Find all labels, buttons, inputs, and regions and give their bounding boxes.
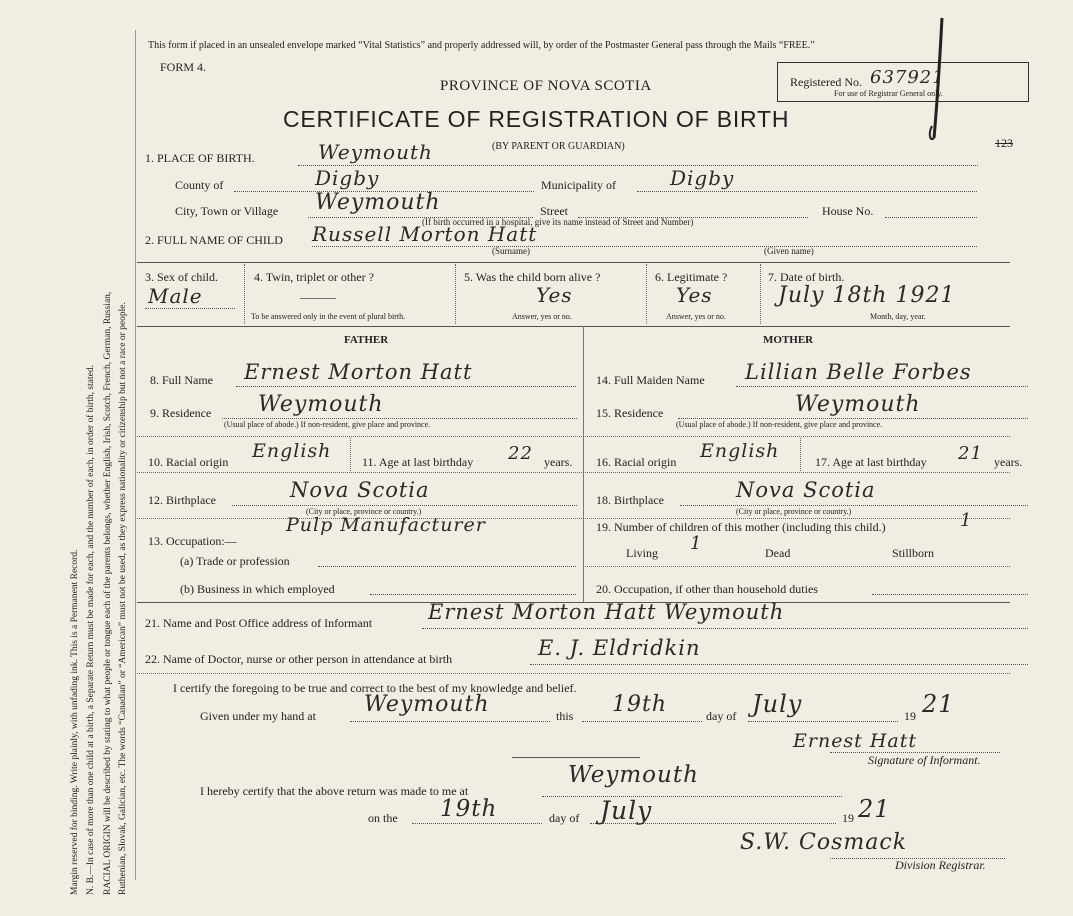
father-age: 22 bbox=[508, 443, 533, 464]
father-res-note: (Usual place of abode.) If non-resident, give place and province. bbox=[224, 420, 431, 429]
twin-value: ——— bbox=[300, 290, 336, 304]
legit-note: Answer, yes or no. bbox=[666, 312, 726, 321]
father-occupation: Pulp Manufacturer bbox=[286, 514, 486, 536]
mother-years: years. bbox=[994, 455, 1023, 469]
county-label: County of bbox=[175, 178, 224, 192]
county-value: Digby bbox=[315, 166, 380, 190]
father-trade-label: (a) Trade or profession bbox=[180, 554, 290, 568]
father-occ-label: 13. Occupation:— bbox=[148, 534, 237, 548]
registrar-day: 19th bbox=[440, 796, 498, 822]
father-birth-note: (City or place, province or country.) bbox=[306, 507, 422, 516]
separator bbox=[512, 757, 640, 758]
mother-name: Lillian Belle Forbes bbox=[745, 360, 972, 384]
certify-dayof: day of bbox=[706, 709, 737, 723]
certify-text: I certify the foregoing to be true and correct to the best of my knowledge and belief. bbox=[173, 681, 577, 695]
margin-note-3: RACIAL ORIGIN will be described by stating to what people or tongue each of the parents belongs, whether English, Irish, Scotch, French, German, Russian, bbox=[103, 291, 113, 895]
parents-divider bbox=[583, 326, 584, 602]
registrar-year: 21 bbox=[858, 795, 891, 823]
mother-race-label: 16. Racial origin bbox=[596, 455, 677, 469]
corner-mark: 123 bbox=[995, 136, 1013, 150]
registrar-label: Division Registrar. bbox=[895, 858, 986, 872]
sex-value: Male bbox=[148, 284, 203, 308]
legit-value: Yes bbox=[676, 283, 713, 307]
province: PROVINCE OF NOVA SCOTIA bbox=[440, 78, 652, 94]
father-birthplace: Nova Scotia bbox=[290, 478, 430, 502]
father-heading: FATHER bbox=[344, 334, 389, 346]
father-res: Weymouth bbox=[258, 392, 384, 417]
mother-children: 1 bbox=[960, 510, 973, 531]
mother-age: 21 bbox=[958, 443, 983, 464]
certify-year-prefix: 19 bbox=[904, 709, 916, 723]
stillborn-label: Stillborn bbox=[892, 546, 935, 560]
informant-label: 21. Name and Post Office address of Informant bbox=[145, 616, 373, 630]
mother-name-label: 14. Full Maiden Name bbox=[596, 373, 705, 387]
this-label: this bbox=[556, 709, 574, 723]
father-birth-label: 12. Birthplace bbox=[148, 493, 216, 507]
page-title: CERTIFICATE OF REGISTRATION OF BIRTH bbox=[283, 106, 790, 132]
certify-month: July bbox=[752, 690, 803, 718]
twin-label: 4. Twin, triplet or other ? bbox=[254, 270, 374, 284]
dead-label: Dead bbox=[765, 546, 791, 560]
mother-race: English bbox=[700, 440, 780, 462]
registrar-dayof: day of bbox=[549, 811, 580, 825]
father-res-label: 9. Residence bbox=[150, 406, 212, 420]
father-age-label: 11. Age at last birthday bbox=[362, 455, 474, 469]
municipality-value: Digby bbox=[670, 166, 735, 190]
margin-note-4: Ruthenian, Slovak, Galician, etc. The words “Canadian” or “American” must not be used, as they express nationality or citizenship but not a race or people. bbox=[118, 302, 128, 895]
given-note: (Given name) bbox=[764, 246, 814, 256]
margin-note-2: N. B.—In case of more than one child at a birth, a Separate Return must be made for each, and the number of each, in order of birth, stated. bbox=[86, 365, 96, 895]
house-label: House No. bbox=[822, 204, 874, 218]
registrar-signature: S.W. Cosmack bbox=[740, 830, 908, 855]
registered-label: Registered No. bbox=[790, 75, 862, 89]
mother-birthplace: Nova Scotia bbox=[736, 478, 876, 502]
sex-label: 3. Sex of child. bbox=[145, 270, 218, 284]
alive-note: Answer, yes or no. bbox=[512, 312, 572, 321]
hospital-note: (If birth occurred in a hospital, give its name instead of Street and Number) bbox=[422, 217, 694, 227]
date-note: Month, day, year. bbox=[870, 312, 926, 321]
mother-heading: MOTHER bbox=[763, 334, 814, 346]
mother-birth-label: 18. Birthplace bbox=[596, 493, 664, 507]
subtitle: (BY PARENT OR GUARDIAN) bbox=[492, 141, 625, 152]
father-business-label: (b) Business in which employed bbox=[180, 582, 335, 596]
certify-year: 21 bbox=[922, 690, 955, 718]
registrar-text: I hereby certify that the above return was made to me at bbox=[200, 784, 469, 798]
registrar-place: Weymouth bbox=[568, 762, 699, 788]
mother-children-label: 19. Number of children of this mother (including this child.) bbox=[596, 520, 886, 534]
place-value: Weymouth bbox=[318, 140, 433, 164]
alive-label: 5. Was the child born alive ? bbox=[464, 270, 601, 284]
registrar-year-prefix: 19 bbox=[842, 811, 854, 825]
informant-value: Ernest Morton Hatt Weymouth bbox=[428, 600, 785, 624]
informant-signature: Ernest Hatt bbox=[793, 730, 918, 752]
father-years: years. bbox=[544, 455, 573, 469]
registered-number: 637921 bbox=[870, 67, 945, 88]
signature-label: Signature of Informant. bbox=[868, 753, 981, 767]
father-race: English bbox=[252, 440, 332, 462]
certify-day: 19th bbox=[612, 692, 668, 717]
date-value: July 18th 1921 bbox=[778, 283, 956, 308]
pen-stroke bbox=[920, 14, 960, 144]
mother-occ-label: 20. Occupation, if other than household duties bbox=[596, 582, 818, 596]
legit-label: 6. Legitimate ? bbox=[655, 270, 728, 284]
margin-rule bbox=[135, 30, 136, 880]
municipality-label: Municipality of bbox=[541, 178, 616, 192]
form-number: FORM 4. bbox=[160, 60, 207, 74]
father-name-label: 8. Full Name bbox=[150, 373, 213, 387]
child-name: Russell Morton Hatt bbox=[312, 222, 538, 246]
doctor-value: E. J. Eldridkin bbox=[538, 636, 701, 660]
father-race-label: 10. Racial origin bbox=[148, 455, 229, 469]
father-name: Ernest Morton Hatt bbox=[244, 360, 473, 384]
mother-res-label: 15. Residence bbox=[596, 406, 664, 420]
registered-box bbox=[777, 62, 1029, 102]
top-notice: This form if placed in an unsealed envelope marked “Vital Statistics” and properly addressed will, by order of the Postmaster General pass through the Mails “FREE.” bbox=[148, 40, 815, 51]
given-label: Given under my hand at bbox=[200, 709, 316, 723]
city-value: Weymouth bbox=[315, 190, 441, 215]
mother-birth-note: (City or place, province or country.) bbox=[736, 507, 852, 516]
place-label: 1. PLACE OF BIRTH. bbox=[145, 151, 255, 165]
mother-age-label: 17. Age at last birthday bbox=[815, 455, 927, 469]
registered-note: For use of Registrar General only. bbox=[834, 89, 943, 98]
living-label: Living bbox=[626, 546, 658, 560]
given-place: Weymouth bbox=[364, 692, 490, 717]
registrar-month: July bbox=[600, 796, 653, 825]
registrar-on: on the bbox=[368, 811, 398, 825]
surname-note: (Surname) bbox=[492, 246, 530, 256]
twin-note: To be answered only in the event of plural birth. bbox=[251, 312, 406, 321]
child-label: 2. FULL NAME OF CHILD bbox=[145, 233, 283, 247]
mother-res: Weymouth bbox=[795, 392, 921, 417]
date-label: 7. Date of birth. bbox=[768, 270, 845, 284]
alive-value: Yes bbox=[536, 283, 573, 307]
doctor-label: 22. Name of Doctor, nurse or other person in attendance at birth bbox=[145, 652, 453, 666]
street-label: Street bbox=[540, 204, 568, 218]
mother-res-note: (Usual place of abode.) If non-resident, give place and province. bbox=[676, 420, 883, 429]
living-value: 1 bbox=[690, 533, 703, 554]
city-label: City, Town or Village bbox=[175, 204, 279, 218]
margin-note-1: Margin reserved for binding. Write plainly, with unfading ink. This is a Permanent Record. bbox=[70, 549, 80, 895]
